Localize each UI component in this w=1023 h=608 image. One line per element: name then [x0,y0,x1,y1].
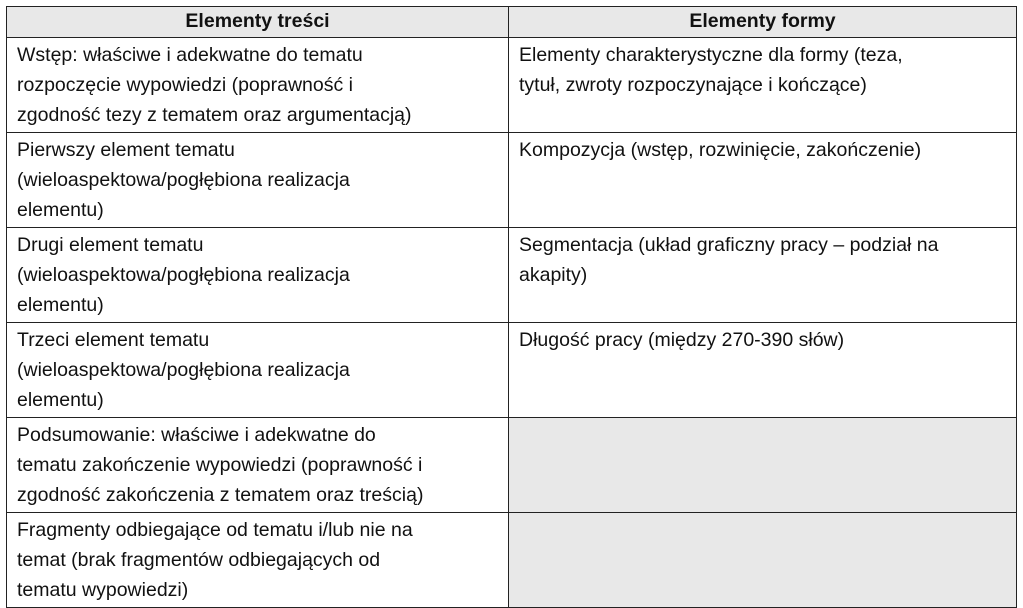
content-cell [7,133,509,228]
criteria-table-container [6,6,1016,608]
form-cell-text: Długość pracy (między 270-390 słów) [519,329,845,351]
form-cell [509,228,1017,323]
content-cell-text: Fragmenty odbiegające od tematu i/lub nie na temat (brak fragmentów odbiegających od tematu wypowiedzi) [17,519,413,601]
content-cell [7,38,509,133]
content-cell-text: Wstęp: właściwe i adekwatne do tematu rozpoczęcie wypowiedzi (poprawność i zgodność tezy z tematem oraz argumentacją) [17,44,412,126]
content-cell-text: Podsumowanie: właściwe i adekwatne do tematu zakończenie wypowiedzi (poprawność i zgodność zakończenia z tematem oraz treścią) [17,424,424,506]
table-row [7,323,1017,418]
header-form-elements: Elementy formy [509,7,1017,38]
table-header-row [7,7,1017,38]
form-cell [509,323,1017,418]
form-cell-text: Kompozycja (wstęp, rozwinięcie, zakończenie) [519,139,922,161]
content-cell-text: Pierwszy element tematu (wieloaspektowa/pogłębiona realizacja elementu) [17,139,350,221]
table-row [7,38,1017,133]
form-cell-text: Elementy charakterystyczne dla formy (teza, tytuł, zwroty rozpoczynające i kończące) [519,44,903,96]
form-cell-text: Segmentacja (układ graficzny pracy – podział na akapity) [519,234,939,286]
form-cell [509,38,1017,133]
form-cell-empty [509,513,1017,608]
criteria-table [6,6,1017,608]
content-cell-text: Drugi element tematu (wieloaspektowa/pogłębiona realizacja elementu) [17,234,350,316]
content-cell [7,228,509,323]
table-row [7,133,1017,228]
form-cell [509,133,1017,228]
table-row [7,418,1017,513]
form-cell-empty [509,418,1017,513]
content-cell [7,323,509,418]
content-cell [7,513,509,608]
table-row [7,228,1017,323]
content-cell [7,418,509,513]
table-row [7,513,1017,608]
header-content-elements: Elementy treści [7,7,509,38]
content-cell-text: Trzeci element tematu (wieloaspektowa/pogłębiona realizacja elementu) [17,329,350,411]
